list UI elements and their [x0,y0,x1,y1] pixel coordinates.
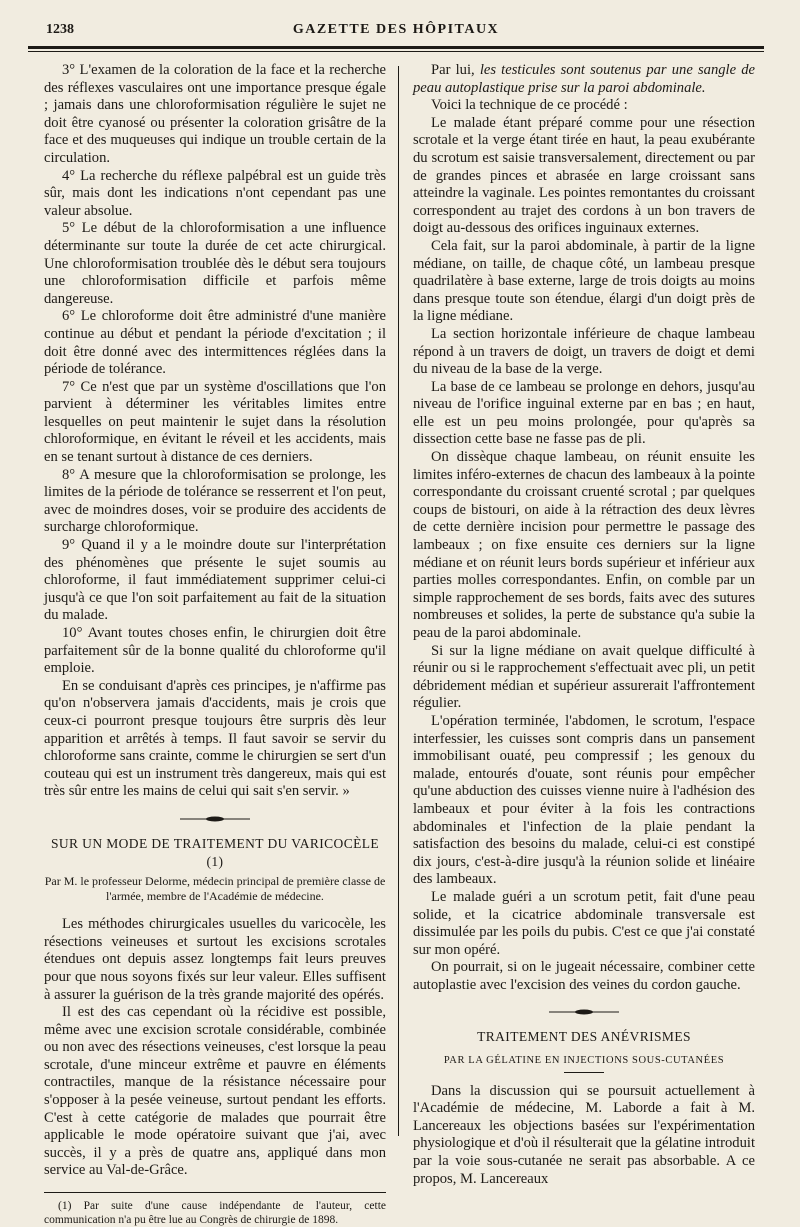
right-column [399,62,757,1227]
short-rule [564,1072,604,1073]
paragraph: 5° Le début de la chloroformisation a une influence déterminante sur toute la durée de cet acte chirurgical. Une chloroformisation troublée dès le début sera toujours une chloroformisation difficile et parfois même dangereuse. [44,220,386,307]
ornament-divider [44,815,386,823]
paragraph: Si sur la ligne médiane on avait quelque difficulté à réunir ou si le rapprochement s'effectuait avec pli, un petit débridement médian et supérieur assurerait l'affrontement régulier. [413,642,755,712]
paragraph: 10° Avant toutes choses enfin, le chirurgien doit être parfaitement sûr de la bonne qualité du chloroforme qu'il emploie. [44,625,386,677]
paragraph: Les méthodes chirurgicales usuelles du varicocèle, les résections veineuses et surtout les excisions scrotales étendues ont depuis assez longtemps fait leurs preuves pour que nous soyons fixés sur leur valeur. Elles suffisent à assurer la guérison de la très grande majorité des opérés. [44,916,386,1003]
paragraph: La section horizontale inférieure de chaque lambeau répond à un travers de doigt, un travers de doigt et demi du niveau de la base de la verge. [413,325,755,378]
header-rule [28,46,764,49]
author-byline: Par M. le professeur Delorme, médecin principal de première classe de l'armée, membre de l'Académie de médecine. [44,874,386,904]
section-subtitle: PAR LA GÉLATINE EN INJECTIONS SOUS-CUTANÉES [443,1055,725,1067]
paragraph: On dissèque chaque lambeau, on réunit ensuite les limites inféro-externes de chacun des lambeaux à la pointe correspondante du croissant cruenté scrotal ; par quelques coups de bistouri, on aide à la rétraction des deux lèvres de cette dernière incision pour permettre le passage des lambeaux ; on fixe ensuite ces derniers sur la ligne médiane et on réunit leurs bords supérieur et inférieur aux parties molles correspondantes. Enfin, on comble par un simple rapprochement de ses bords, faits avec des sutures nombreuses et solides, la perte de substance qu'a subie la peau de la paroi abdominale. [413,449,756,641]
intro-paragraph [413,62,755,97]
paragraph: La base de ce lambeau se prolonge en dehors, jusqu'au niveau de l'orifice inguinal externe par en bas ; en haut, elle est un peu moins prolongée, pour qu'après sa dissection cette base ne fasse pas de pli. [413,378,755,448]
section-title: SUR UN MODE DE TRAITEMENT DU VARICOCÈLE (1) [50,835,380,869]
footnote: (1) Par suite d'une cause indépendante de l'auteur, cette communication n'a pu être lue au Congrès de chirurgie de 1898. [44,1200,386,1227]
journal-title: GAZETTE DES HÔPITAUX [292,22,500,37]
ornament-divider [413,1008,755,1016]
left-column [28,62,398,1227]
page-number: 1238 [46,22,74,37]
paragraph: 4° La recherche du réflexe palpébral est un guide très sûr, mais dont les indications n'ont cependant pas une valeur absolue. [44,167,386,219]
header-rule-thin [28,51,764,52]
intro-italic-text: les testicules sont soutenus par une sangle de peau autoplastique prise sur la paroi abdominale. [413,62,755,96]
paragraph: Le malade étant préparé comme pour une résection scrotale et la verge étant tirée en haut, la peau exubérante du scrotum est saisie transversalement, directement ou par de grandes pinces et abrasée en large croissant sans atteindre la vaginale. Les pointes remontantes du croissant correspondent au trajet des cordons à un bon travers de doigt au-dessous des orifices inguinaux externes. [413,114,755,237]
paragraph: Le malade guéri a un scrotum petit, fait d'une peau solide, et la cicatrice abdominale transversale est dissimulée par les poils du pubis. C'est ce que j'ai constaté sur mon opéré. [413,888,755,958]
paragraph: Cela fait, sur la paroi abdominale, à partir de la ligne médiane, on taille, de chaque côté, un lambeau presque quadrilatère à base externe, large de trois doigts au moins dans presque toute son étendue, élargi d'un doigt près de la ligne médiane. [413,237,755,325]
two-column-body [28,62,764,1227]
paragraph: Dans la discussion qui se poursuit actuellement à l'Académie de médecine, M. Laborde a fait à M. Lancereaux les objections basées sur l'expérimentation physiologique et d'où il résulterait que la gélatine introduit par la voie sous-cutanée ne serait pas absorbable. A ce propos, M. Lancereaux [413,1082,755,1187]
section-title: TRAITEMENT DES ANÉVRISMES [477,1029,691,1045]
paragraph: L'opération terminée, l'abdomen, le scrotum, l'espace interfessier, les cuisses sont compris dans un pansement immobilisant ouaté, peu compressif ; les genoux du malade, entourés d'ouate, sont réunis pour empêcher qu'une abduction des cuisses vienne nuire à l'adhésion des lambeaux et pour éviter à la fois les contractions abdominales et l'infection de la plaie pendant la satisfaction des besoins du malade, celui-ci est constipé dix jours, c'est-à-dire jusqu'à la réunion solide et linéaire des lambeaux. [413,712,755,888]
footnote-rule [44,1192,386,1193]
paragraph: 7° Ce n'est que par un système d'oscillations que l'on parvient à déterminer les véritables limites entre lesquelles on peut maintenir le sujet dans la résolution chloroformique, en évitant le réveil et les accidents, mais en se tenant surtout à distance de ces derniers. [44,378,386,466]
page-header [28,14,764,40]
paragraph: 3° L'examen de la coloration de la face et la recherche des réflexes vasculaires ont une importance presque égale ; jamais dans une chloroformisation régulière le sujet ne doit être cyanosé ou présenter la coloration grisâtre de la face et des muqueuses qui indique un trouble certain de la circulation. [44,62,386,166]
paragraph: 6° Le chloroforme doit être administré d'une manière continue au début et pendant la période d'excitation ; il doit être donné avec des intermittences réglées dans la période de tolérance. [44,308,386,378]
intro-text: Par lui, [431,62,480,78]
paragraph: En se conduisant d'après ces principes, je n'affirme pas qu'on n'observera jamais d'accidents, mais je crois que ceux-ci pourront presque toujours être surpris dès leur apparition et arrêtés à temps. Il faut savoir se servir du chloroforme sans crainte, comme le chirurgien se sert d'un couteau qui est un instrument très dangereux, mais qui est très sûr entre les mains de celui qui sait s'en servir. » [44,677,386,800]
paragraph: On pourrait, si on le jugeait nécessaire, combiner cette autoplastie avec l'excision des veines du cordon gauche. [413,959,755,993]
paragraph: 9° Quand il y a le moindre doute sur l'interprétation des phénomènes que présente le sujet soumis au chloroforme, il faut immédiatement supprimer celui-ci jusqu'à ce que l'on soit parfaitement au fait de la situation du malade. [44,537,386,624]
paragraph: 8° A mesure que la chloroformisation se prolonge, les limites de la période de tolérance se resserrent et l'on peut, avec de moindres doses, voir se produire des accidents de surcharge chloroformique. [44,466,386,536]
paragraph: Voici la technique de ce procédé : [431,97,628,114]
paragraph: Il est des cas cependant où la récidive est possible, même avec une excision scrotale considérable, combinée ou non avec des résections veineuses, c'est lorsque la peau scrotale, d'une minceur extrême et pauvre en éléments contractiles, manque de la résistance nécessaire pour s'opposer à la pesée veineuse, surtout pendant les efforts. C'est à cette catégorie de malades que pourrait être applicable le mode opératoire suivant que j'ai, avec succès, il y a près de quatre ans, appliqué dans mon service au Val-de-Grâce. [44,1004,386,1179]
